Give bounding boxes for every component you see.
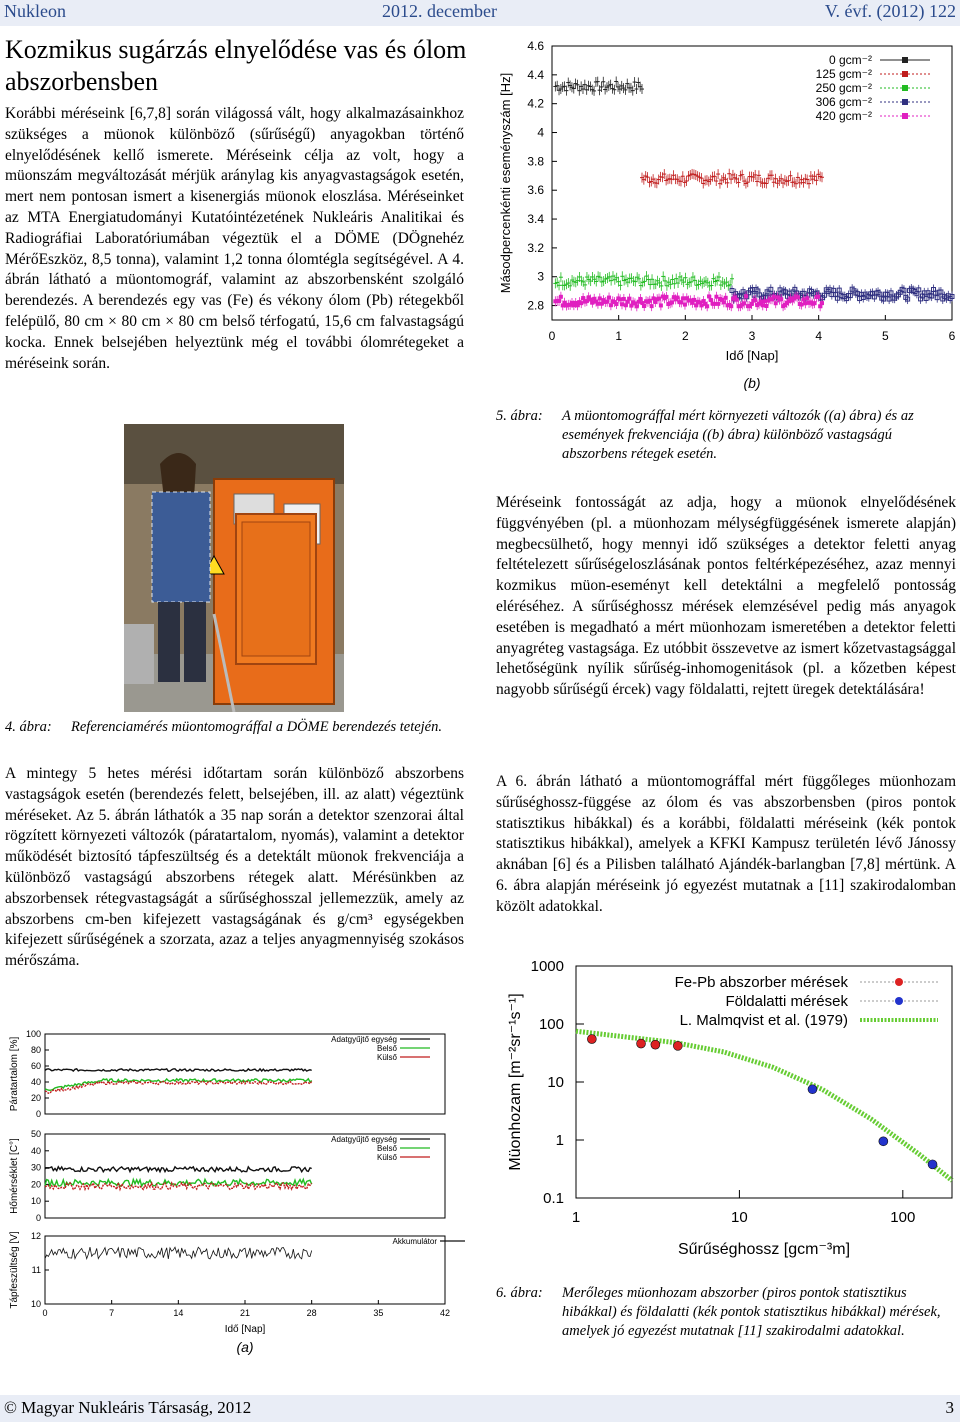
data-point	[816, 295, 820, 299]
data-point	[676, 296, 680, 300]
x-tick-label: 100	[890, 1209, 916, 1226]
legend-label: L. Malmqvist et al. (1979)	[679, 1012, 848, 1029]
data-point	[650, 304, 654, 308]
legend-label: Földalatti mérések	[725, 993, 848, 1010]
data-point	[683, 303, 687, 307]
data-point	[605, 300, 609, 304]
data-point	[692, 298, 696, 302]
data-point	[679, 300, 683, 304]
data-point	[557, 299, 561, 303]
absorber-point	[673, 1041, 682, 1050]
y-tick-label: 20	[30, 1179, 41, 1190]
x-tick-label: 1	[571, 1209, 581, 1226]
data-point	[627, 297, 631, 301]
legend-marker	[902, 113, 908, 119]
y-tick-label: 4.2	[527, 96, 544, 111]
data-point	[622, 297, 626, 301]
data-point	[813, 301, 817, 305]
figure6-text: Merőleges müonhozam abszorber (piros pontok statisztikus hibákkal) és földalatti (kék pontok statisztikus hibákkal) mérések, amelyek jó egyezést mutatnak [11] szakirodalmi adatokkal.	[562, 1285, 941, 1339]
y-tick-label: 11	[31, 1265, 41, 1275]
data-point	[761, 303, 765, 307]
underground-point	[879, 1137, 888, 1146]
x-tick-label: 5	[881, 329, 889, 343]
data-point	[750, 302, 754, 306]
legend-marker	[902, 99, 908, 105]
legend-label: 125 gcm⁻²	[815, 67, 872, 81]
y-tick-label: 50	[30, 1129, 41, 1139]
data-point	[651, 296, 655, 300]
data-point	[598, 296, 602, 300]
y-tick-label: 40	[30, 1077, 41, 1087]
y-tick-label: 60	[30, 1061, 41, 1071]
volume-info: V. évf. (2012) 122	[824, 1, 956, 21]
y-tick-label: 1000	[530, 958, 564, 975]
data-point	[820, 301, 824, 305]
legend-label: Belső	[376, 1044, 397, 1053]
data-point	[694, 303, 698, 307]
figure5b-chart	[490, 38, 960, 398]
data-point	[681, 296, 685, 300]
data-point	[729, 304, 733, 308]
series-0	[553, 76, 644, 95]
paragraph-importance: Méréseink fontosságát az adja, hogy a müonok elnyelődésének függvényében (pl. a müonhozam mélységfüggésének ismerete alapján) megbecsülhető, hogy mennyi idő szükséges a detektor feletti anyag feltételezett sűrűségeloszlásának pontos feltérképezéséhez, azaz mennyi kozmikus müon-eseményt kell detektálni a megfelelő pontosság eléréséhez. A sűrűséghossz mérések elemzésével pedig más anyagok esetében is megadható a mért müonhozam ismeretében a detektor feletti anyagréteg vastagsága. Ez utóbbit összevetve az ismert kőzetvastagsággal lehetőségünk nyílik sűrűség-inhomogenitások (pl. a kőzetben képest nagyobb sűrűségű ércek) vagy földalatti, rejtett üregek detektálására!	[496, 494, 956, 699]
x-axis-label: Sűrűséghossz [gcm⁻³m]	[677, 1241, 851, 1258]
x-tick-label: 10	[731, 1209, 748, 1226]
data-point	[759, 300, 763, 304]
legend-label: 0 gcm⁻²	[828, 53, 872, 67]
data-point	[779, 297, 783, 301]
legend-label: 250 gcm⁻²	[815, 81, 872, 95]
copyright-text: © Magyar Nukleáris Társaság, 2012	[4, 1398, 252, 1417]
x-tick-label: 35	[373, 1308, 384, 1318]
data-point	[664, 295, 668, 299]
legend-marker	[902, 85, 908, 91]
detector-photo	[124, 424, 344, 712]
x-tick-label: 42	[439, 1308, 451, 1318]
figure5-text: A müontomográffal mért környezeti változók ((a) ábra) és az események frekvenciája ((b) ábra) különböző vastagságú abszorbens rétegek esetén.	[562, 408, 914, 462]
y-tick-label: 0	[35, 1213, 41, 1223]
journal-name: Nukleon	[4, 1, 66, 21]
figure6-chart	[490, 948, 960, 1268]
data-point	[648, 299, 652, 303]
data-point	[763, 299, 767, 303]
data-point	[614, 302, 618, 306]
data-point	[801, 297, 805, 301]
data-point	[579, 301, 583, 305]
data-point	[659, 303, 663, 307]
data-point	[714, 295, 718, 299]
x-tick-label: 7	[109, 1308, 115, 1318]
data-point	[772, 295, 776, 299]
data-point	[590, 301, 594, 305]
y-tick-label: 3.8	[527, 154, 544, 169]
legend-label: Külső	[376, 1053, 397, 1062]
data-point	[705, 304, 709, 308]
legend-label: Adatgyűjtő egység	[331, 1135, 397, 1144]
data-point	[609, 303, 613, 307]
data-point	[585, 299, 589, 303]
y-tick-label: 80	[30, 1045, 41, 1055]
underground-point	[808, 1085, 817, 1094]
series-1	[640, 169, 824, 189]
y-axis-label: Müonhozam [m⁻²sr⁻¹s⁻¹]	[507, 993, 524, 1171]
panel-ylabel: Hőmérséklet [C°]	[9, 1138, 20, 1214]
plot-frame	[552, 46, 952, 320]
data-point	[724, 296, 728, 300]
y-tick-label: 1	[555, 1132, 564, 1149]
data-point	[620, 302, 624, 306]
y-axis-label: Másodpercenkénti eseményszám [Hz]	[498, 72, 513, 294]
page-number: 3	[945, 1398, 954, 1417]
page-header	[0, 0, 960, 26]
x-axis-label: Idő [Nap]	[725, 348, 779, 363]
legend-label: Akkumulátor	[392, 1237, 437, 1246]
x-tick-label: 6	[948, 329, 956, 343]
legend-label: Külső	[376, 1153, 397, 1162]
y-tick-label: 3	[537, 269, 544, 284]
figure6-caption	[496, 1284, 956, 1366]
data-point	[624, 303, 628, 307]
series-line	[45, 1081, 312, 1093]
x-tick-label: 3	[748, 329, 756, 343]
paragraph-intro: Korábbi méréseink [6,7,8] során világossá vált, hogy alkalmazásainkhoz szükséges a müonok különböző (sűrűségű) anyagokban történő elnyelődésének kellő ismerete. Méréseink célja az volt, hogy a müonszám megváltozását mérjük aránylag kis anyagvastagságok esetén, mert nem pontosan ismert a kisenergiás müonok eloszlása. Méréseinket az MTA Energiatudományi Kutatóintézetének Nukleáris Analitikai és Radiográfiai Laboratóriumában végeztük el a DÖME (DÖgnehéz MérőEszköz, 8,5 tonna), valamint 1,2 tonna ólomtégla segítségével. A 4. ábrán látható a müontomográf, valamint az abszorbensként szolgáló berendezés. A berendezés egy vas (Fe) és vékony ólom (Pb) rétegekből felépülő, 80 cm × 80 cm × 80 cm belső térfogatú, 15,6 cm falvastagságú kocka. Ennek belsejében helyeztünk még el további ólomrétegeket a méréseink során.	[5, 105, 464, 372]
y-tick-label: 4.4	[527, 67, 544, 82]
data-point	[713, 302, 717, 306]
data-point	[607, 296, 611, 300]
series-line	[45, 1069, 312, 1071]
y-tick-label: 100	[538, 1016, 564, 1033]
legend-marker	[895, 997, 903, 1005]
legend-label: Belső	[376, 1144, 397, 1153]
data-point	[803, 301, 807, 305]
paragraph-measurement: A mintegy 5 hetes mérési időtartam során különböző abszorbens vastagságok esetén (berendezés felett, belsejében, ill. az alatt) végeztünk méréseket. Az 5. ábrán láthatók a 35 nap során a detektor szenzorai által rögzített környezeti változók (páratartalom, nyomás), valamint a detektor működését biztosító tápfeszültség és a detektált müonok frekvenciája a különböző vastagságú abszorbens rétegek alatt. Mérésünkben az abszorbensek rétegvastagságát a sűrűséghosszal jellemezzük, amely az abszorbens cm-ben kifejezett vastagságának és g/cm³ egységekben kifejezett sűrűségének a szorzata, azaz a teljes anyagmennyiség szokásos mérőszáma.	[5, 765, 464, 970]
x-tick-label: 0	[548, 329, 556, 343]
figure5a-sublabel: (a)	[236, 1339, 254, 1355]
data-point	[600, 302, 604, 306]
figure5-label: 5. ábra:	[496, 408, 543, 424]
issue-date: 2012. december	[382, 1, 497, 21]
figure5b-sublabel: (b)	[743, 375, 761, 391]
data-point	[753, 298, 757, 302]
data-point	[657, 297, 661, 301]
data-point	[700, 303, 704, 307]
data-point	[618, 297, 622, 301]
panel-ylabel: Tápfeszültség [V]	[9, 1231, 20, 1309]
paragraph-results: A 6. ábrán látható a müontomográffal mért függőleges müonhozam sűrűséghossz-függése az ólom és vas abszorbensben (piros pontok statisztikus hibákkal) és a korábbi, földalatti méréseink (kék pontok statisztikus hibákkal), amelyek a KFKI Kampusz területén lévő Jánossy aknában [6] és a Pilisben található Ajándék-barlangban [7,8] mértünk. A 6. ábra alapján méréseink jó egyezést mutatnak a [11] szakirodalomban közölt adatokkal.	[496, 773, 956, 915]
figure5-caption	[496, 407, 956, 469]
figure4-text: Referenciamérés müontomográffal a DÖME berendezés tetején.	[71, 719, 442, 735]
legend-label: 420 gcm⁻²	[815, 109, 872, 123]
data-point	[800, 303, 804, 307]
y-tick-label: 10	[30, 1299, 41, 1309]
absorber-point	[651, 1040, 660, 1049]
x-tick-label: 4	[815, 329, 823, 343]
underground-point	[928, 1160, 937, 1169]
y-tick-label: 2.8	[527, 298, 544, 313]
y-tick-label: 40	[30, 1145, 41, 1156]
legend-label: Adatgyűjtő egység	[331, 1035, 397, 1044]
y-tick-label: 4	[537, 125, 544, 140]
legend-marker	[902, 57, 908, 63]
data-point	[744, 294, 748, 298]
series-2	[553, 271, 734, 291]
reference-curve	[576, 1031, 952, 1180]
data-point	[596, 302, 600, 306]
data-point	[635, 304, 639, 308]
data-point	[742, 301, 746, 305]
y-tick-label: 10	[547, 1074, 564, 1091]
y-tick-label: 3.6	[527, 183, 544, 198]
x-tick-label: 14	[173, 1308, 184, 1318]
data-point	[581, 296, 585, 300]
article-title: Kozmikus sugárzás elnyelődése vas és ólom abszorbensben	[5, 35, 467, 96]
page-footer	[0, 1395, 960, 1422]
data-point	[764, 304, 768, 308]
data-point	[639, 297, 643, 301]
x-tick-label: 0	[42, 1308, 48, 1318]
y-tick-label: 10	[30, 1196, 41, 1207]
data-point	[716, 302, 720, 306]
data-point	[709, 298, 713, 302]
data-point	[722, 300, 726, 304]
y-tick-label: 12	[30, 1231, 41, 1241]
legend-label: Fe-Pb abszorber mérések	[674, 974, 848, 991]
x-axis-label: Idő [Nap]	[224, 1324, 266, 1335]
series-line	[45, 1247, 312, 1259]
data-point	[559, 295, 563, 299]
figure4-caption	[5, 718, 465, 758]
figure5a-chart	[5, 1022, 465, 1367]
data-point	[707, 294, 711, 298]
y-tick-label: 20	[30, 1093, 41, 1103]
data-point	[796, 295, 800, 299]
legend-label: 306 gcm⁻²	[815, 95, 872, 109]
data-point	[805, 296, 809, 300]
y-tick-label: 0	[35, 1109, 41, 1119]
absorber-point	[637, 1039, 646, 1048]
legend-marker	[902, 71, 908, 77]
panel-ylabel: Páratartalom [%]	[9, 1036, 20, 1112]
data-point	[642, 304, 646, 308]
y-tick-label: 3.4	[527, 212, 544, 227]
series-line	[45, 1167, 312, 1172]
y-tick-label: 30	[30, 1162, 41, 1173]
panel-frame	[45, 1236, 445, 1304]
y-tick-label: 100	[25, 1029, 41, 1039]
x-tick-label: 2	[681, 329, 689, 343]
data-point	[735, 298, 739, 302]
x-tick-label: 1	[615, 329, 623, 343]
figure4-label: 4. ábra:	[5, 719, 52, 735]
absorber-point	[587, 1035, 596, 1044]
y-tick-label: 3.2	[527, 240, 544, 255]
data-point	[774, 301, 778, 305]
y-tick-label: 0.1	[543, 1190, 564, 1207]
legend-marker	[895, 978, 903, 986]
data-point	[670, 300, 674, 304]
x-tick-label: 28	[306, 1308, 317, 1318]
x-tick-label: 21	[239, 1308, 251, 1318]
figure6-label: 6. ábra:	[496, 1285, 543, 1301]
y-tick-label: 4.6	[527, 39, 544, 53]
